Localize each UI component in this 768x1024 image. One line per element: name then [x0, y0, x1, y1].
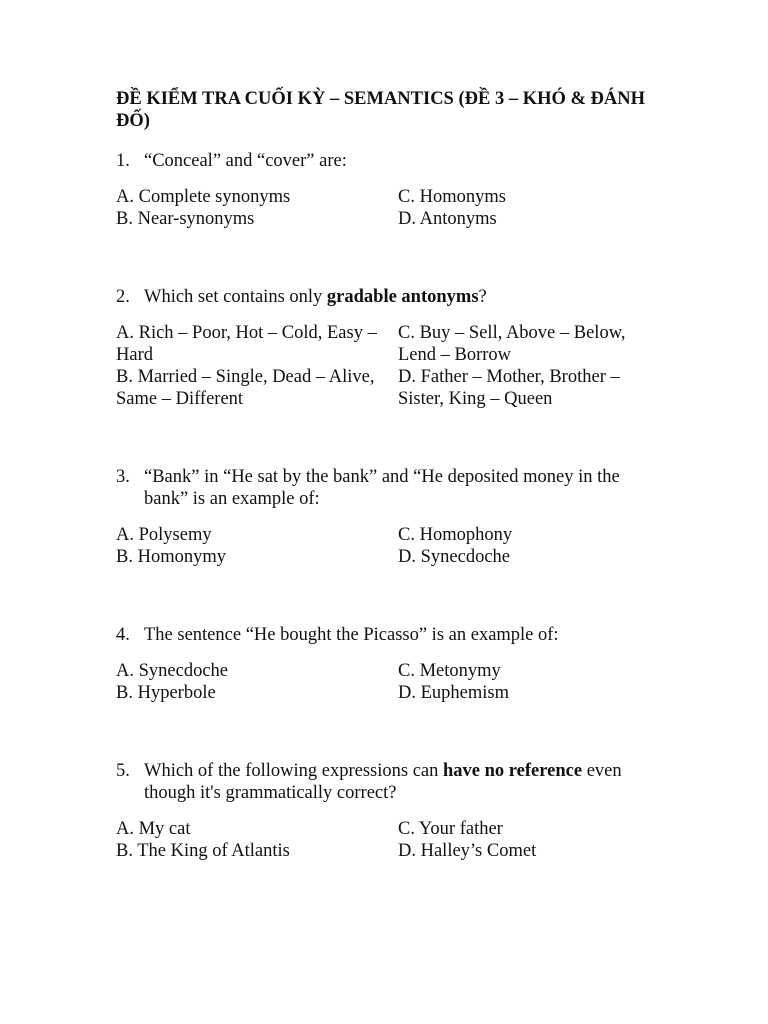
options-left-column [116, 524, 398, 568]
question-text [144, 466, 656, 510]
question-4 [116, 624, 656, 704]
question-number: 2. [116, 287, 130, 307]
option-c: C. Buy – Sell, Above – Below, Lend – Borrow [398, 323, 626, 365]
question-text-bold: gradable antonyms [326, 287, 479, 307]
options-left-column [116, 660, 398, 704]
option-d: D. Antonyms [398, 209, 497, 229]
options-right-column [398, 818, 656, 862]
answer-options [116, 660, 656, 704]
option-b: B. The King of Atlantis [116, 841, 290, 861]
option-c: C. Metonymy [398, 661, 501, 681]
option-b: B. Hyperbole [116, 683, 216, 703]
question-text-before: Which of the following expressions can [144, 761, 444, 781]
options-right-column [398, 186, 656, 230]
exam-page [116, 88, 656, 862]
option-d: D. Synecdoche [398, 547, 510, 567]
option-a: A. Complete synonyms [116, 187, 291, 207]
option-a: A. Rich – Poor, Hot – Cold, Easy – Hard [116, 323, 377, 365]
question-text [144, 286, 656, 308]
question-stem [116, 624, 656, 646]
question-1 [116, 150, 656, 230]
question-number: 3. [116, 467, 130, 487]
option-b: B. Married – Single, Dead – Alive, Same – Different [116, 367, 375, 409]
question-stem [116, 150, 656, 172]
option-a: A. Synecdoche [116, 661, 228, 681]
options-right-column [398, 524, 656, 568]
option-d: D. Euphemism [398, 683, 509, 703]
question-number: 4. [116, 625, 130, 645]
question-text-after: even though it's grammatically correct? [144, 761, 622, 803]
question-5 [116, 760, 656, 862]
option-c: C. Your father [398, 819, 503, 839]
question-number: 5. [116, 761, 130, 781]
question-number: 1. [116, 151, 130, 171]
option-d: D. Halley’s Comet [398, 841, 537, 861]
option-c: C. Homophony [398, 525, 513, 545]
question-text-before: Which set contains only [144, 287, 327, 307]
option-b: B. Homonymy [116, 547, 226, 567]
option-b: B. Near-synonyms [116, 209, 255, 229]
answer-options [116, 818, 656, 862]
question-text-before: The sentence “He bought the Picasso” is an example of: [144, 625, 559, 645]
answer-options [116, 524, 656, 568]
question-stem [116, 286, 656, 308]
question-3 [116, 466, 656, 568]
options-left-column [116, 818, 398, 862]
exam-title: ĐỀ KIỂM TRA CUỐI KỲ – SEMANTICS (ĐỀ 3 – KHÓ & ĐÁNH ĐỐ) [116, 89, 646, 131]
answer-options [116, 322, 656, 410]
question-stem [116, 466, 656, 510]
option-a: A. Polysemy [116, 525, 212, 545]
answer-options [116, 186, 656, 230]
question-text [144, 624, 656, 646]
question-2 [116, 286, 656, 410]
question-text-before: “Bank” in “He sat by the bank” and “He deposited money in the bank” is an example of: [144, 467, 620, 509]
question-text-before: “Conceal” and “cover” are: [144, 151, 347, 171]
options-left-column [116, 186, 398, 230]
options-right-column [398, 322, 656, 410]
option-d: D. Father – Mother, Brother – Sister, King – Queen [398, 367, 620, 409]
options-left-column [116, 322, 398, 410]
question-text-after: ? [478, 287, 487, 307]
option-a: A. My cat [116, 819, 191, 839]
options-right-column [398, 660, 656, 704]
question-text [144, 760, 656, 804]
option-c: C. Homonyms [398, 187, 506, 207]
question-stem [116, 760, 656, 804]
question-text-bold: have no reference [443, 761, 583, 781]
question-text [144, 150, 656, 172]
